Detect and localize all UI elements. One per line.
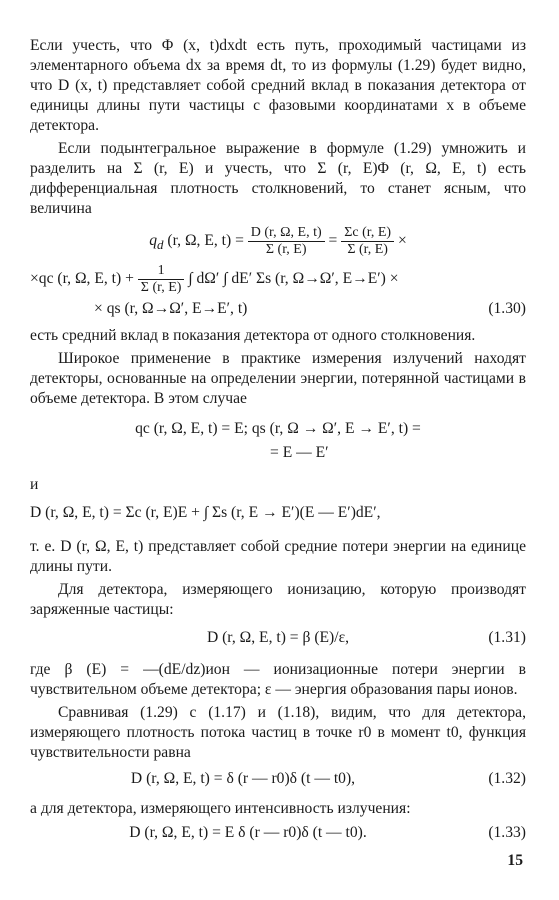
eq-qd-args: (r, Ω, E, t) = bbox=[163, 232, 248, 250]
equation-d-energy bbox=[30, 503, 526, 527]
paragraph-2: Если подынтегральное выражение в формуле (1.29) умножить и разделить на Σ (r, E) и учесть, что Σ (r, E)Φ (r, Ω, E, t) есть дифференциальная плотность столкновений, то станет ясным, что величина bbox=[30, 140, 526, 217]
paragraph-6: т. е. D (r, Ω, E, t) представляет собой средние потери энергии на единице длины пути. bbox=[30, 538, 526, 575]
paragraph-5: и bbox=[30, 476, 39, 493]
eq-line2-part-b: ∫ dΩ′ ∫ dE′ Σs (r, Ω→Ω′, E→E′) × bbox=[184, 270, 399, 288]
eq-line3: × qs (r, Ω→Ω′, E→E′, t) bbox=[94, 300, 248, 317]
paragraph-7: Для детектора, измеряющего ионизацию, которую производят заряженные частицы: bbox=[30, 581, 526, 618]
eq-qd-symbol: q bbox=[149, 232, 157, 250]
paragraph-4: Широкое применение в практике измерения излучений находят детекторы, основанные на определении энергии, потерянной частицами в объеме детектора. В этом случае bbox=[30, 350, 526, 407]
eq-1-31: D (r, Ω, E, t) = β (E)/ε, bbox=[206, 629, 350, 646]
fraction-numerator: D (r, Ω, E, t) bbox=[248, 225, 325, 242]
fraction-numerator: 1 bbox=[138, 263, 185, 280]
equation-1-33 bbox=[30, 823, 526, 847]
equation-1-30-line-3 bbox=[30, 299, 526, 323]
equation-1-31 bbox=[30, 628, 526, 652]
equation-number-1-33: (1.33) bbox=[488, 824, 526, 841]
equation-1-30-line-2 bbox=[30, 263, 526, 297]
equation-qc-line-2 bbox=[30, 443, 526, 467]
book-page bbox=[30, 36, 526, 847]
equation-qc-line-1 bbox=[30, 419, 526, 443]
fraction-numerator: Σc (r, E) bbox=[341, 225, 394, 242]
eq-qc-line-1: qc (r, Ω, E, t) = E; qs (r, Ω → Ω′, E → E′, t) = bbox=[135, 420, 421, 437]
eq-1-32: D (r, Ω, E, t) = δ (r — r0)δ (t — t0), bbox=[130, 770, 356, 787]
paragraph-8: где β (E) = —(dE/dz)ион — ионизационные потери энергии в чувствительном объеме детектора; ε — энергия образования пары ионов. bbox=[30, 661, 526, 698]
equation-1-30-line-1 bbox=[30, 225, 526, 259]
page-number: 15 bbox=[507, 852, 523, 869]
fraction-denominator: Σ (r, E) bbox=[265, 242, 307, 257]
fraction-sigmac-over-sigma bbox=[341, 225, 394, 258]
equation-number-1-30: (1.30) bbox=[488, 300, 526, 317]
eq-qd-sub: d bbox=[156, 237, 164, 253]
fraction-denominator: Σ (r, E) bbox=[140, 280, 182, 295]
eq-d-energy: D (r, Ω, E, t) = Σc (r, E)E + ∫ Σs (r, E → E′)(E — E′)dE′, bbox=[30, 504, 381, 521]
equation-number-1-32: (1.32) bbox=[488, 770, 526, 787]
eq-qc-line-2: = E — E′ bbox=[270, 444, 329, 461]
eq-1-33: D (r, Ω, E, t) = E δ (r — r0)δ (t — t0). bbox=[129, 824, 367, 841]
paragraph-3: есть средний вклад в показания детектора от одного столкновения. bbox=[30, 327, 476, 344]
fraction-denominator: Σ (r, E) bbox=[347, 242, 388, 257]
paragraph-1: Если учесть, что Φ (x, t)dxdt есть путь, проходимый частицами из элементарного объема dx за время dt, то из формулы (1.29) будет видно, что D (x, t) представляет собой средний вклад в показания детектора от единицы длины пути частицы с фазовыми координатами x в объеме детектора. bbox=[30, 37, 526, 134]
eq-line2-part-a: ×qc (r, Ω, E, t) + bbox=[30, 270, 138, 288]
paragraph-9: Сравнивая (1.29) с (1.17) и (1.18), видим, что для детектора, измеряющего плотность потока частиц в точке r0 в момент t0, функция чувствительности равна bbox=[30, 704, 526, 761]
eq-equals: = bbox=[324, 232, 342, 250]
paragraph-10: а для детектора, измеряющего интенсивность излучения: bbox=[30, 800, 411, 817]
eq-times: × bbox=[394, 232, 407, 250]
fraction-one-over-sigma bbox=[138, 263, 185, 296]
equation-number-1-31: (1.31) bbox=[488, 629, 526, 646]
fraction-d-over-sigma bbox=[248, 225, 325, 258]
equation-1-32 bbox=[30, 769, 526, 793]
